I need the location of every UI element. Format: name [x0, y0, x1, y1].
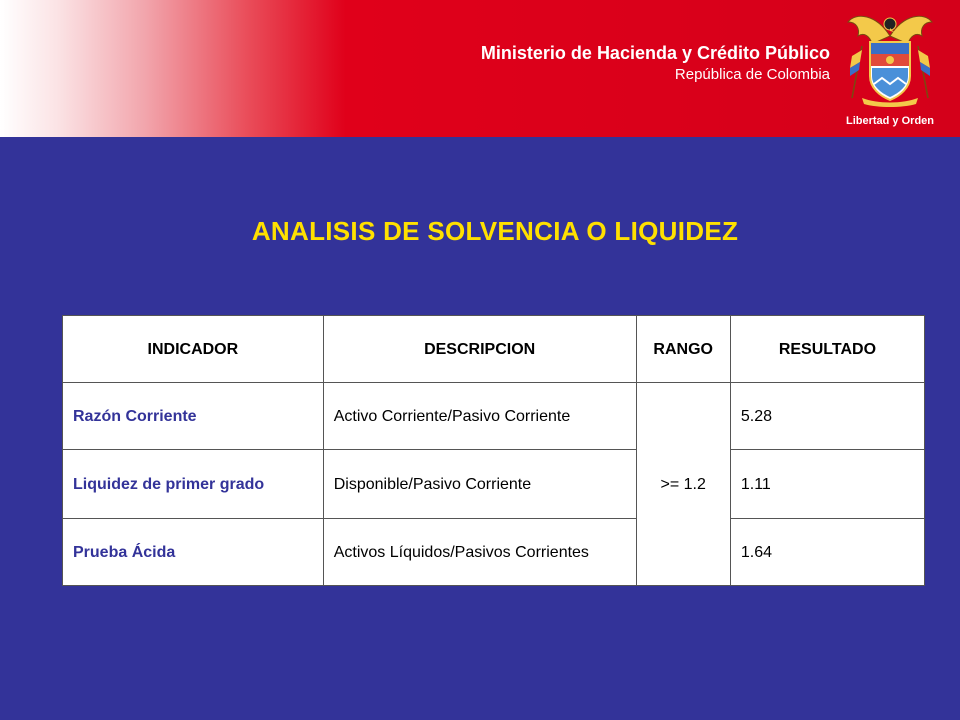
header-cell-indicador: INDICADOR — [63, 316, 324, 383]
ministry-name: Ministerio de Hacienda y Crédito Público — [480, 43, 830, 63]
header-cell-rango: RANGO — [636, 316, 730, 383]
result-cell: 1.64 — [730, 519, 924, 586]
page-title: ANALISIS DE SOLVENCIA O LIQUIDEZ — [251, 216, 739, 246]
range-cell: >= 1.2 — [636, 383, 730, 586]
indicator-cell: Prueba Ácida — [63, 519, 324, 586]
table-row — [63, 383, 925, 450]
result-cell: 5.28 — [730, 383, 924, 450]
table-row — [63, 450, 925, 519]
header-cell-descripcion: DESCRIPCION — [323, 316, 636, 383]
republic-name: República de Colombia — [674, 66, 830, 83]
description-cell: Disponible/Pasivo Corriente — [323, 450, 636, 519]
description-cell: Activos Líquidos/Pasivos Corrientes — [323, 519, 636, 586]
solvency-table — [62, 315, 925, 586]
table-header-row — [63, 316, 925, 383]
ministry-block — [481, 42, 830, 86]
result-cell: 1.11 — [730, 450, 924, 519]
indicator-cell: Liquidez de primer grado — [63, 450, 324, 519]
header-banner — [0, 0, 960, 137]
motto-text: Libertad y Orden — [845, 115, 935, 127]
header-cell-resultado: RESULTADO — [730, 316, 924, 383]
coat-of-arms-icon — [842, 6, 938, 132]
table-row — [63, 519, 925, 586]
indicator-cell: Razón Corriente — [63, 383, 324, 450]
description-cell: Activo Corriente/Pasivo Corriente — [323, 383, 636, 450]
